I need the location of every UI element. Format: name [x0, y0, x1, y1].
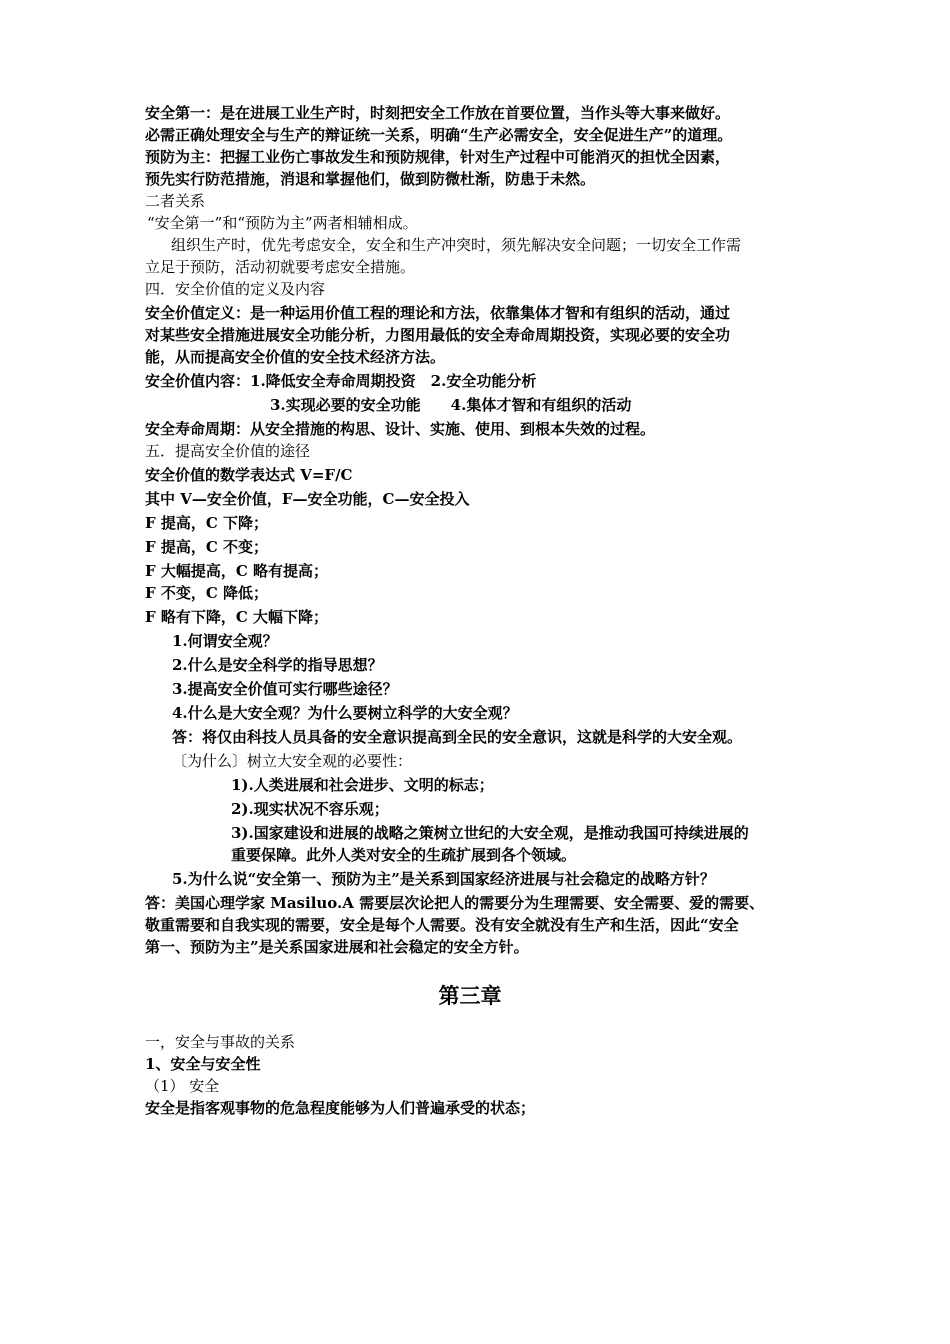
answer-5-line1: 答：美国心理学家 Masiluo.A 需要层次论把人的需要分为生理需要、安全需要、爱的需要、 — [145, 894, 765, 912]
document-body — [145, 102, 810, 1119]
why-item: 3).国家建设和进展的战略之策树立世纪的大安全观，是推动我国可持续进展的 — [231, 824, 749, 842]
relation-line3: 立足于预防，活动初就要考虑安全措施。 — [145, 258, 416, 276]
paragraph-safety-first-line2: 必需正确处理安全与生产的辩证统一关系，明确“生产必需安全，安全促进生产”的道理。 — [145, 126, 733, 144]
question-item: 3.提高安全价值可实行哪些途径？ — [172, 680, 398, 698]
value-definition-line2: 对某些安全措施进展安全功能分析，力图用最低的安全寿命周期投资，实现必要的安全功 — [145, 326, 731, 344]
way-item: F 提高，C 不变； — [145, 538, 269, 556]
relation-line1: “安全第一”和“预防为主”两者相辅相成。 — [147, 214, 418, 232]
chapter3-subheading: 1、安全与安全性 — [145, 1055, 261, 1073]
question-item: 1.何谓安全观？ — [172, 632, 278, 650]
chapter3-definition: 安全是指客观事物的危急程度能够为人们普遍承受的状态； — [145, 1099, 536, 1117]
paragraph-safety-first-line1: 安全第一：是在进展工业生产时，时刻把安全工作放在首要位置，当作头等大事来做好。 — [145, 104, 731, 122]
way-item: F 大幅提高，C 略有提高； — [145, 562, 329, 580]
why-item-continued: 重要保障。此外人类对安全的生疏扩展到各个领域。 — [231, 846, 577, 864]
relation-heading: 二者关系 — [145, 192, 206, 210]
question-5: 5.为什么说“安全第一、预防为主”是关系到国家经济进展与社会稳定的战略方针？ — [172, 870, 715, 888]
value-content-line2: 3.实现必要的安全功能 4.集体才智和有组织的活动 — [270, 396, 632, 414]
chapter3-item-heading: （1） 安全 — [145, 1077, 220, 1095]
way-item: F 略有下降，C 大幅下降； — [145, 608, 329, 626]
chapter3-section-heading: 一，安全与事故的关系 — [145, 1033, 296, 1051]
question-item: 4.什么是大安全观？为什么要树立科学的大安全观？ — [172, 704, 518, 722]
answer-4: 答：将仅由科技人员具备的安全意识提高到全民的安全意识，这就是科学的大安全观。 — [172, 728, 743, 746]
section5-heading: 五．提高安全价值的途径 — [145, 442, 311, 460]
chapter-title: 第三章 — [438, 983, 502, 1008]
answer-5-line3: 第一、预防为主”是关系国家进展和社会稳定的安全方针。 — [145, 938, 529, 956]
answer-5-line2: 敬重需要和自我实现的需要，安全是每个人需要。没有安全就没有生产和生活，因此“安全 — [145, 916, 739, 934]
formula-line: 安全价值的数学表达式 V=F/C — [145, 466, 353, 484]
section4-heading: 四．安全价值的定义及内容 — [145, 280, 326, 298]
way-item: F 不变，C 降低； — [145, 584, 269, 602]
relation-line2: 组织生产时，优先考虑安全，安全和生产冲突时，须先解决安全问题；一切安全工作需 — [171, 236, 742, 254]
why-heading: 〔为什么〕树立大安全观的必要性： — [172, 752, 413, 770]
value-definition-line3: 能，从而提高安全价值的安全技术经济方法。 — [145, 348, 446, 366]
paragraph-prevention-line1: 预防为主：把握工业伤亡事故发生和预防规律，针对生产过程中可能消灭的担忧全因素， — [145, 148, 731, 166]
paragraph-prevention-line2: 预先实行防范措施，消退和掌握他们，做到防微杜渐，防患于未然。 — [145, 170, 596, 188]
value-definition-line1: 安全价值定义：是一种运用价值工程的理论和方法，依靠集体才智和有组织的活动，通过 — [145, 304, 731, 322]
why-item: 2).现实状况不容乐观； — [231, 800, 389, 818]
formula-description: 其中 V—安全价值，F—安全功能，C—安全投入 — [145, 490, 470, 508]
value-content-line1: 安全价值内容：1.降低安全寿命周期投资 2.安全功能分析 — [145, 372, 537, 390]
way-item: F 提高，C 下降； — [145, 514, 269, 532]
question-item: 2.什么是安全科学的指导思想？ — [172, 656, 383, 674]
lifecycle-definition: 安全寿命周期：从安全措施的构思、设计、实施、使用、到根本失效的过程。 — [145, 420, 656, 438]
why-item: 1).人类进展和社会进步、文明的标志； — [231, 776, 494, 794]
